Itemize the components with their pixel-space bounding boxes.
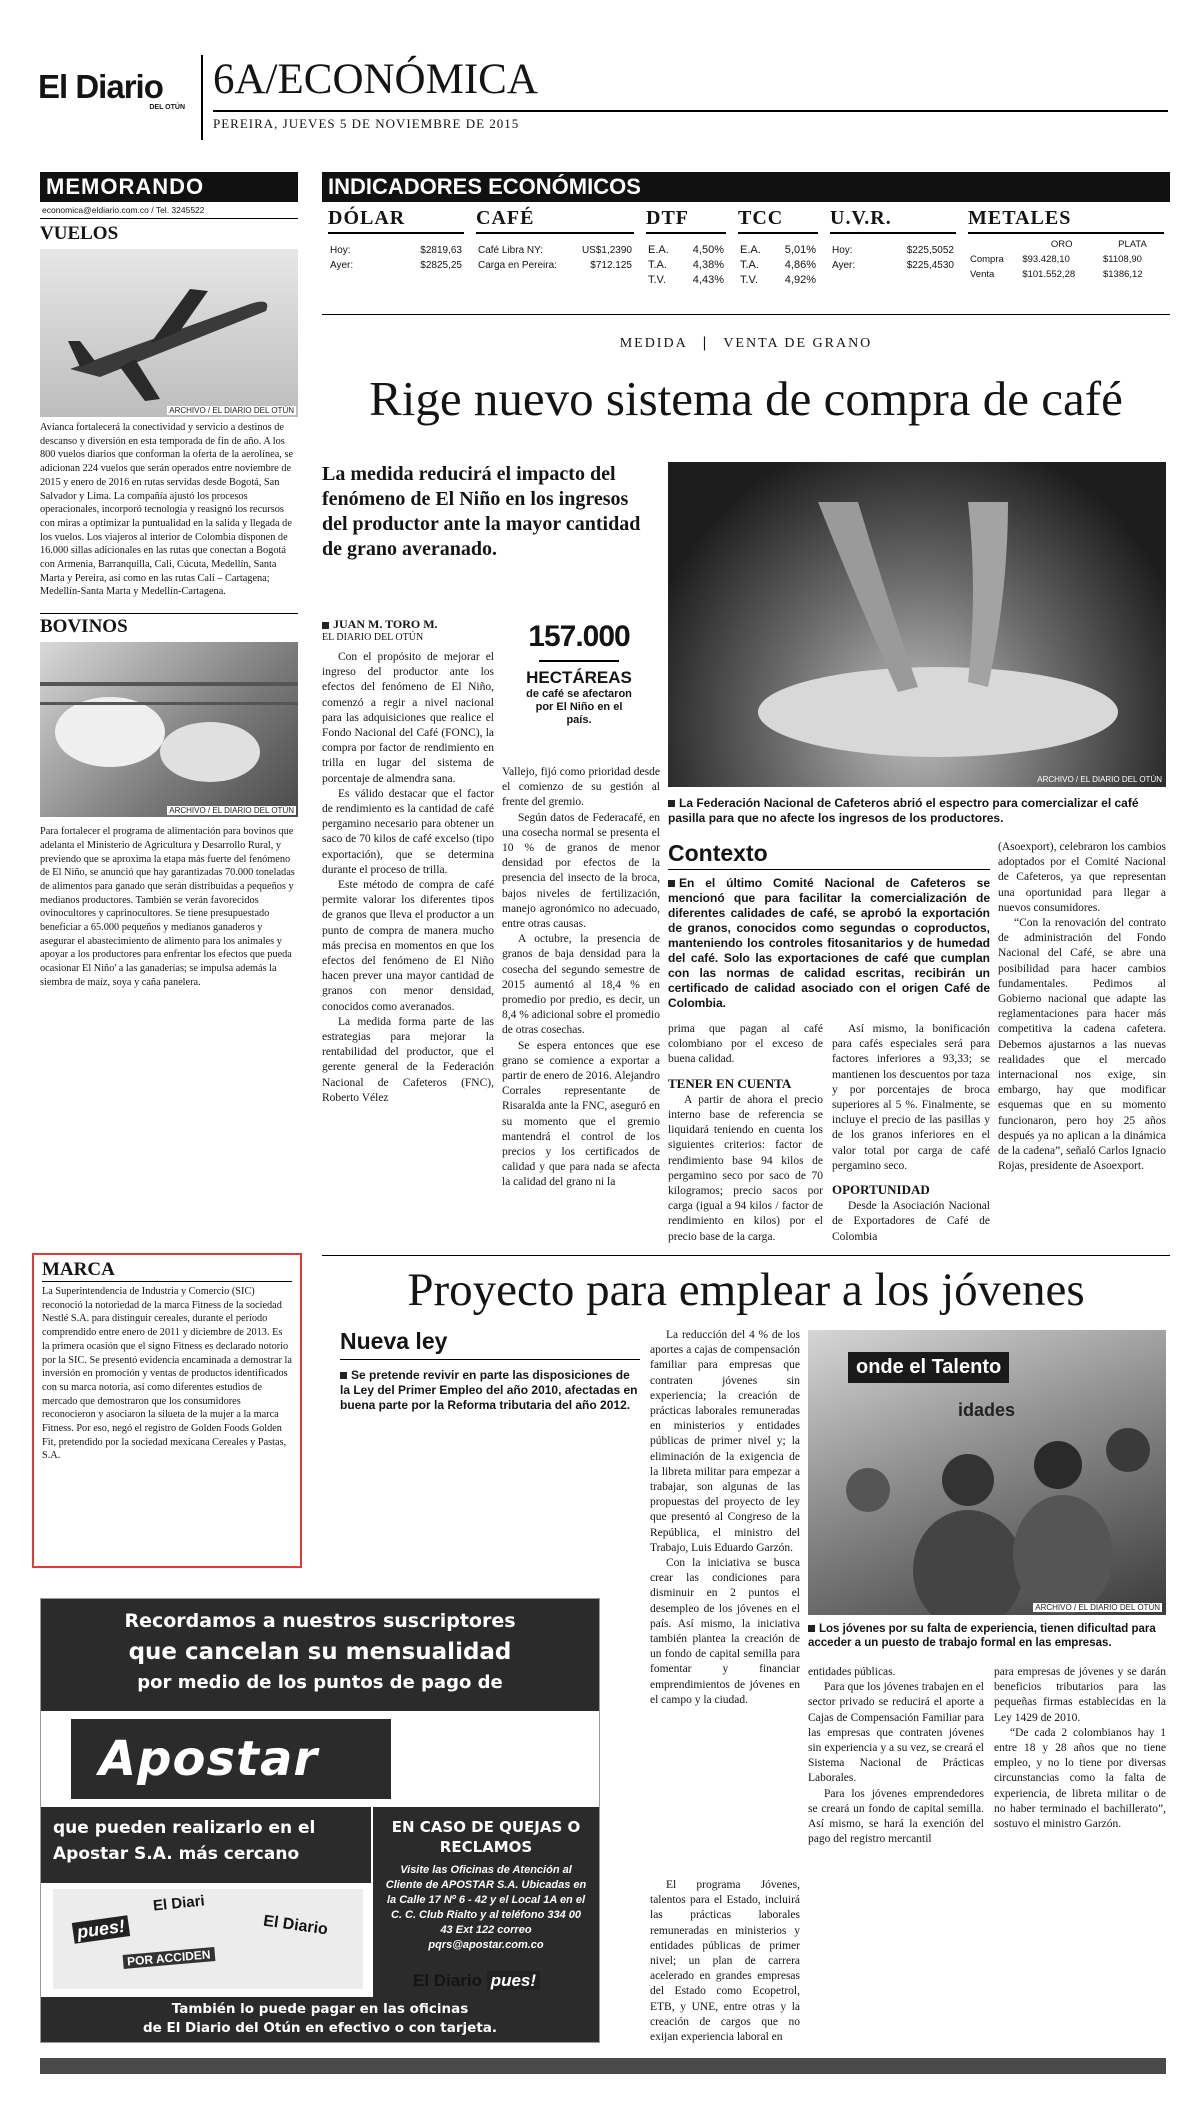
youth-photo: onde el Talento idades ARCHIVO / EL DIARIO DEL OTÚN [808, 1330, 1166, 1615]
stat-box: 157.000 HECTÁREAS de café se afectaron por El Niño en el país. [526, 620, 632, 726]
main-headline: Rige nuevo sistema de compra de café [369, 371, 1123, 426]
indicadores-header: INDICADORES ECONÓMICOS [322, 172, 1170, 202]
byline: JUAN M. TORO M. EL DIARIO DEL OTÚN [322, 617, 438, 643]
coffee-caption: La Federación Nacional de Cafeteros abrió el espectro para comercializar el café pasilla para que no afecte los ingresos de los productores. [668, 796, 1139, 825]
logo: El Diario DEL OTÚN [38, 68, 185, 111]
vuelos-title: VUELOS [40, 223, 119, 244]
memorando-column [40, 172, 298, 990]
contexto-box: Contexto En el último Comité Nacional de Cafeteros se mencionó que para facilitar la comercialización de diferentes calidades de café, se aprobó la exportación de granos, conocidos como segundas o coproductos, manteniendo los controles fitosanitarios y de humedad del café. Solo las exportaciones de café que cumplan con las normas de calidad escritas, recibirán un certificado de calidad asociado con el origen Café de Colombia. [668, 840, 990, 1010]
ind-uvr: U.V.R. Hoy: $225,5052 Ayer: $225,4530 [830, 207, 954, 271]
people-icon [808, 1330, 1166, 1615]
ad-top-banner: Recordamos a nuestros suscriptores que cancelan su mensualidad por medio de los puntos de pago de [41, 1599, 599, 1711]
second-col-e: para empresas de jóvenes y se darán beneficios tributarios para las pequeñas firmas establecidas en la Ley 1429 de 2010. “De cada 2 colombianos hay 1 entre 18 y 28 años que no tiene empleo, y no lo tiene por diversas circunstancias como la falta de experiencia, de libreta militar o de no haber terminado el bachillerato”, sostuvo el ministro Garzón. [994, 1666, 1166, 1831]
main-col-b: Vallejo, fijó como prioridad desde el comienzo de su gestión al frente del gremio. Según datos de Federacafé, en una cosecha normal se presenta el 10 % de granos de menor densidad por efectos de la presencia del insecto de la broca, bajos niveles de fertilización, manejo agronómico no adecuado, entre otras causas. A octubre, la presencia de granos de baja densidad para la cosecha del segundo semestre de 2015 aumentó al 18,4 % en promedio por predio, es decir, un 8,4 % adicional sobre el promedio de otras cosechas. Se espera entonces que ese grano se comience a exportar a partir de enero de 2016. Alejandro Corrales representante de Risaralda ante la FNC, aseguró en su momento que el gremio mantendrá el control de los precios y los certificados de calidad y que para nada se afecta la calidad del grano ni la [502, 766, 660, 1189]
marca-text: La Superintendencia de Industria y Comercio (SIC) reconoció la notoriedad de la marca Fitness de la sociedad Nestlé S.A. para distinguir cereales, durante el período comprendido entre enero de 2011 y diciembre de 2013. Es la primera ocasión que el signo Fitness es declarado notorio por la SIC. Se presentó evidencia encaminada a demostrar la inversión en promoción y ventas de productos identificados con su marca notoria, así como diferentes estudios de mercado que demostraron que los consumidores reconocieron y asociaron la silueta de la mujer a la marca Fitness. Por eso, negó el registro de Golden Foods Golden Fit, pretendido por la sociedad mexicana Cereales y Pastas, S.A. [42, 1286, 292, 1462]
second-col-c: El programa Jóvenes, talentos para el Estado, incluirá las prácticas laborales remuneradas en ministerios y entidades públicas de primer nivel; un plan de carrera acelerado en grandes empresas del Estado como Ecopetrol, ETB, y UNE, entre otras y la creación de cargos que no exijan experiencia laboral en [650, 1879, 800, 2044]
apostar-logo: Apostar [71, 1719, 391, 1799]
ind-cafe: CAFÉ Café Libra NY: US$1,2390 Carga en Pereira: $712.125 [476, 207, 632, 271]
youth-caption: Los jóvenes por su falta de experiencia, tienen dificultad para acceder a un puesto de trabajo formal en las empresas. [808, 1623, 1156, 1649]
eldiario-mini-logo: El Diario pues! [413, 1971, 540, 1991]
bovinos-title: BOVINOS [40, 613, 298, 638]
main-col-e: (Asoexport), celebraron los cambios adoptados por el Comité Nacional de Cafeteros, ya que representan una oportunidad para llegar a nuevos consumidores. “Con la renovación del contrato de administración del Fondo Nacional del Café, se abre una posibilidad para hacer cambios fundamentales. Pedimos al Gobierno nacional que adapte las reglamentaciones para hacer más competitiva la cadena cafetera. Debemos ajustarnos a las nuevas realidades que el mercado internacional nos exige, sin embargo, hay que modificar esquemas que en su momento funcionaron, pero hoy 25 años después ya no aplican a la dinámica de la cadena”, señaló Carlos Ignacio Rojas, presidente de Asoexport. [998, 841, 1166, 1173]
ind-tcc: TCC E.A. 5,01% T.A. 4,86% T.V. 4,92% [738, 207, 816, 286]
indicadores-panel [322, 172, 1170, 315]
memorando-contact: economica@eldiario.com.co / Tel. 3245522 [40, 202, 298, 219]
ind-metales: METALES ORO PLATA Compra $93.428,10 $1108,90 Venta $101.552,28 $1386,12 [962, 207, 1170, 289]
memorando-header: MEMORANDO [40, 172, 298, 202]
main-col-a: Con el propósito de mejorar el ingreso del productor ante los efectos del fenómeno de El Niño, comenzó a regir a nivel nacional para las adquisiciones que realice el Fondo Nacional del Café (FONC), la compra por factor de rendimiento en trilla en lugar del sistema de porcentaje de almendra sana. Es válido destacar que el factor de rendimiento es la cantidad de café pergamino necesario para obtener un saco de 70 kilos de café excelso (tipo exportación), que se determina durante el proceso de trilla. Este método de compra de café permite valorar los diferentes tipos de granos que lleva el productor a un punto de compra de manera mucho más precisa en momentos en que los efectos del fenómeno de El Niño hacen prever una mayor cantidad de granos con menor densidad, conocidos como averanados. La medida forma parte de las estrategias para mejorar la rentabilidad del productor, que el gerente general de la Federación Nacional de Cafeteros (FNC), Roberto Vélez [322, 651, 494, 1104]
nueva-ley-box: Nueva ley Se pretende revivir en parte las disposiciones de la Ley del Primer Empleo del año 2010, afectadas en buena parte por la Reforma tributaria del año 2012. [340, 1328, 640, 1413]
vuelos-text: Avianca fortalecerá la conectividad y servicio a destinos de descanso y diversión en esta temporada de fin de año. A los 800 vuelos diarios que conforman la oferta de la aerolínea, se adicionan 224 vuelos que serán operados entre noviembre de 2015 y enero de 2016 en rutas servidas desde Bogotá, San Salvador y Lima. La compañía ajustó los procesos operacionales, incorporó tecnología y reasignó los recursos con miras a optimizar la puntualidad en la salida y llegada de los vuelos. Los viajeros al interior de Colombia disponen de 16.000 sillas adicionales en las rutas que conectan a Bogotá con Armenia, Barranquilla, Cali, Cúcuta, Medellín, Santa Marta y Pereira, así como en las rutas Cali – Cartagena; Medellín-Santa Marta y Medellín-Cartagena. [40, 422, 294, 598]
main-col-d: Así mismo, la bonificación para cafés especiales será para factores inferiores a 93,33; se mantienen los descuentos por taza y por porcentajes de broca superiores al 5 %. Finalmente, se incluye el precio de las pasillas y de los granos inferiores en el valor total por carga de café pergamino seco. OPORTUNIDAD Desde la Asociación Nacional de Exportadores de Café de Colombia [832, 1023, 990, 1243]
coffee-beans-icon [668, 462, 1166, 787]
main-deck: La medida reducirá el impacto del fenómeno de El Niño en los ingresos del productor ante la mayor cantidad de grano averanado. [322, 463, 641, 560]
newspaper-stack: El Diari pues! POR ACCIDEN El Diario [53, 1889, 363, 1989]
cattle-photo: ARCHIVO / EL DIARIO DEL OTÚN [40, 642, 298, 817]
marca-box [32, 1253, 302, 1568]
airplane-icon [40, 249, 298, 417]
second-col-d: entidades públicas. Para que los jóvenes trabajen en el sector privado se reducirá el aporte a Cajas de Compensación Familiar para las empresas que contraten jóvenes sin experiencia y a su vez, se creará el Sistema Nacional de Prácticas Laborales. Para los jóvenes emprendedores se creará un fondo de capital semilla. Así mismo, se hará la exención del pago del registro mercantil [808, 1666, 984, 1846]
contexto-text: En el último Comité Nacional de Cafeteros se mencionó que para facilitar la comercialización de diferentes calidades de café, se aprobó la exportación de granos, conocidos como segundas o coproductos, manteniendo los controles fitosanitarios y de humedad del café. Solo las exportaciones de café que cumplan con las normas de calidad escritas, recibirán un certificado de calidad asociado con el origen Café de Colombia. [668, 876, 990, 1010]
bovinos-text: Para fortalecer el programa de alimentación para bovinos que adelanta el Ministerio de Agricultura y Desarrollo Rural, y previendo que se aproxima la etapa más fuerte del fenómeno de El Niño, se anunció que hay garantizadas 70.000 toneladas de alimentos para ganado que serán distribuidas a pequeños y medianos productores. También se verán favorecidos ovinocultores y caprinocultores. Se tiene presupuestado beneficiar a 65.000 pequeños y medianos ganaderos y asegurar el abastecimiento de alimento para los animales y apoyar a los productores para enfrentar los efectos que pueda ocasionar El Niño' a las ganaderías; se impulsa además la siembra de maíz, soya y caña panelera. [40, 826, 295, 988]
kicker: MEDIDA | VENTA DE GRANO [619, 335, 873, 351]
main-col-c: prima que pagan al café colombiano por el exceso de buena calidad. TENER EN CUENTA A partir de ahora el precio interno base de referencia se liquidará teniendo en cuenta los siguientes criterios: factor de rendimiento base 94 kilos de pergamino seco por saco de 70 kilogramos; precio sacos por carga (igual a 94 kilos / factor de rendimiento en kilos) por el precio base de la carga. [668, 1023, 823, 1243]
bottom-bar [40, 2058, 1166, 2074]
ind-dtf: DTF E.A. 4,50% T.A. 4,38% T.V. 4,43% [646, 207, 724, 286]
marca-title: MARCA [42, 1259, 292, 1282]
second-col-a: La reducción del 4 % de los aportes a cajas de compensación familiar para empresas que contraten jóvenes sin experiencia; la creación de prácticas laborales remuneradas en ministerios y entidades públicas de primer nivel y; la eliminación de la exigencia de la libreta militar para empezar a trabajar, son algunas de las propuestas del proyecto de ley que presentó al Congreso de la República, el ministro del Trabajo, Luis Eduardo Garzón. Con la iniciativa se busca crear las condiciones para disminuir en 2 puntos el desempleo de los jóvenes en el país. Así mismo, la iniciativa también plantea la creación de un fondo de capital semilla para fomentar y financiar emprendimientos de jóvenes en el campo y la ciudad. [650, 1329, 800, 1706]
second-headline: Proyecto para emplear a los jóvenes [407, 1264, 1085, 1316]
plane-photo: ARCHIVO / EL DIARIO DEL OTÚN [40, 249, 298, 417]
complaints-box: EN CASO DE QUEJAS O RECLAMOS Visite las Oficinas de Atención al Cliente de APOSTAR S.A. Ubicadas en la Calle 17 Nº 6 - 42 y el Local 1A en el C. C. Club Rialto y al teléfono 334 00 43 Ext 122 correo pqrs@apostar.com.co [371, 1807, 599, 1997]
apostar-ad: Recordamos a nuestros suscriptores que cancelan su mensualidad por medio de los puntos de pago de Apostar que pueden realizarlo en el Apostar S.A. más cercano EN CASO DE QUEJAS O RECLAMOS Visite las Oficinas de Atención al Cliente de APOSTAR S.A. Ubicadas en la Calle 17 Nº 6 - 42 y el Local 1A en el C. C. Club Rialto y al teléfono 334 00 43 Ext 122 correo pqrs@apostar.com.co El Diari pues! POR ACCIDEN El Diario El Diario pues! También lo puede pagar en las oficinas de El Diario del Otún en efectivo o con tarjeta. [40, 1598, 600, 2043]
masthead [38, 55, 1168, 140]
ind-dolar: DÓLAR Hoy: $2819,63 Ayer: $2825,25 [328, 207, 462, 271]
section-title: 6A/ECONÓMICA [213, 56, 538, 103]
ad-footer: También lo puede pagar en las oficinas de El Diario del Otún en efectivo o con tarjeta. [41, 1997, 599, 2042]
dateline: PEREIRA, JUEVES 5 DE NOVIEMBRE DE 2015 [213, 116, 520, 131]
coffee-photo: ARCHIVO / EL DIARIO DEL OTÚN [668, 462, 1166, 787]
cattle-icon [40, 642, 298, 817]
